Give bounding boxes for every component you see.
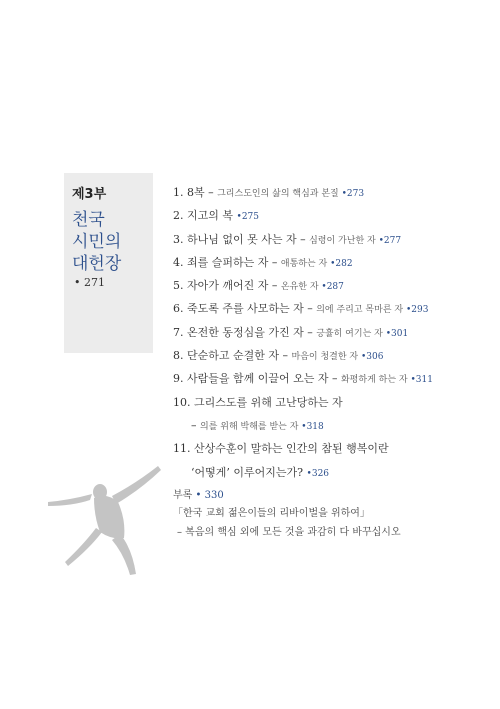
appendix-subtitle: – 복음의 핵심 외에 모든 것을 과감히 다 바꾸십시오 bbox=[177, 527, 401, 538]
toc-entry-subtitle: 애통하는 자 bbox=[280, 258, 328, 269]
toc-entry bbox=[173, 438, 473, 461]
toc-page-number: 273 bbox=[346, 189, 365, 199]
toc-entry-title: 8. 단순하고 순결한 자 – bbox=[173, 349, 292, 363]
toc-entry-title: 1. 8복 – bbox=[173, 186, 218, 199]
toc-entry-subtitle: 마음이 청결한 자 bbox=[291, 352, 359, 363]
toc-entry bbox=[173, 298, 473, 321]
part-header-box bbox=[64, 173, 153, 353]
toc-entry-title: 5. 자아가 깨어진 자 – bbox=[173, 279, 281, 293]
toc-page-number: 275 bbox=[241, 212, 259, 223]
toc-entry bbox=[173, 322, 473, 345]
toc-entry bbox=[173, 392, 473, 415]
toc-entry-title: 11. 산상수훈이 말하는 인간의 참된 행복이란 bbox=[173, 442, 389, 456]
toc-entry bbox=[173, 252, 473, 275]
toc-entry-title: – bbox=[191, 418, 200, 432]
toc-page-number: 293 bbox=[411, 305, 429, 316]
part-title-line: 천국 bbox=[72, 210, 105, 230]
toc-page-number: 277 bbox=[383, 235, 402, 246]
toc-entry-subtitle: 그리스도인의 삶의 핵심과 본질 bbox=[217, 189, 339, 199]
toc-entry-title: 7. 온전한 동정심을 가진 자 – bbox=[173, 325, 317, 339]
toc-bullet: • bbox=[327, 258, 336, 269]
table-of-contents bbox=[173, 182, 473, 485]
toc-page-number: 301 bbox=[391, 328, 409, 339]
toc-entry bbox=[173, 182, 473, 205]
leaping-figure-illustration bbox=[40, 462, 175, 582]
appendix-page: 330 bbox=[204, 490, 224, 501]
toc-page-number: 306 bbox=[366, 352, 384, 363]
toc-entry-subtitle: 심령이 가난한 자 bbox=[309, 235, 376, 246]
toc-bullet: • bbox=[382, 328, 391, 339]
toc-page-number: 318 bbox=[306, 421, 324, 432]
toc-entry-subtitle: 긍휼히 여기는 자 bbox=[316, 328, 383, 339]
toc-bullet: • bbox=[358, 352, 367, 363]
toc-entry-subtitle: 의에 주리고 목마른 자 bbox=[316, 305, 404, 316]
appendix-label: 부록 bbox=[173, 490, 193, 501]
toc-entry-subtitle: 화평하게 하는 자 bbox=[340, 375, 408, 386]
toc-page-number: 287 bbox=[326, 282, 344, 293]
toc-entry bbox=[173, 462, 473, 485]
toc-bullet: • bbox=[318, 282, 327, 293]
toc-entry bbox=[173, 275, 473, 298]
toc-bullet: • bbox=[236, 212, 242, 223]
toc-entry-title: 4. 죄를 슬퍼하는 자 – bbox=[173, 255, 281, 269]
toc-entry bbox=[173, 205, 473, 228]
toc-entry bbox=[173, 415, 473, 438]
part-label: 제3부 bbox=[72, 187, 107, 202]
part-title-line: 대헌장 bbox=[72, 254, 122, 274]
appendix-title: 「한국 교회 젊은이들의 리바이벌을 위하여」 bbox=[173, 508, 370, 519]
toc-bullet: • bbox=[298, 421, 307, 432]
toc-entry bbox=[173, 345, 473, 368]
part-title-line: 시민의 bbox=[72, 232, 122, 252]
toc-entry-title: 9. 사람들을 함께 이끌어 오는 자 – bbox=[173, 372, 341, 386]
toc-entry-title: 6. 죽도록 주를 사모하는 자 – bbox=[173, 302, 317, 316]
figure-arm-right bbox=[112, 466, 161, 504]
toc-entry-title: ‘어떻게’ 이루어지는가? bbox=[191, 465, 307, 479]
toc-bullet: • bbox=[407, 375, 416, 386]
toc-entry-subtitle: 온유한 자 bbox=[280, 282, 319, 293]
figure-leg-left bbox=[65, 528, 102, 566]
toc-page-number: 326 bbox=[311, 468, 330, 479]
toc-entry-title: 3. 하나님 없이 못 사는 자 – bbox=[173, 232, 310, 246]
part-page-number: • 271 bbox=[74, 276, 105, 289]
appendix-heading: 부록 • 330 bbox=[173, 490, 224, 501]
toc-entry-title: 2. 지고의 복 bbox=[173, 209, 237, 223]
appendix-section bbox=[173, 488, 401, 542]
toc-page-number: 282 bbox=[335, 258, 353, 269]
toc-entry bbox=[173, 229, 473, 252]
toc-bullet: • bbox=[403, 305, 412, 316]
toc-bullet: • bbox=[306, 468, 312, 479]
figure-arm-left bbox=[48, 494, 92, 506]
toc-bullet: • bbox=[338, 189, 347, 199]
toc-entry-title: 10. 그리스도를 위해 고난당하는 자 bbox=[173, 395, 343, 409]
toc-bullet: • bbox=[375, 235, 384, 246]
toc-entry-subtitle: 의를 위해 박해를 받는 자 bbox=[200, 421, 299, 432]
figure-leg-right bbox=[112, 534, 136, 575]
toc-page-number: 311 bbox=[415, 375, 433, 386]
part-title bbox=[72, 209, 121, 275]
toc-entry bbox=[173, 368, 473, 391]
